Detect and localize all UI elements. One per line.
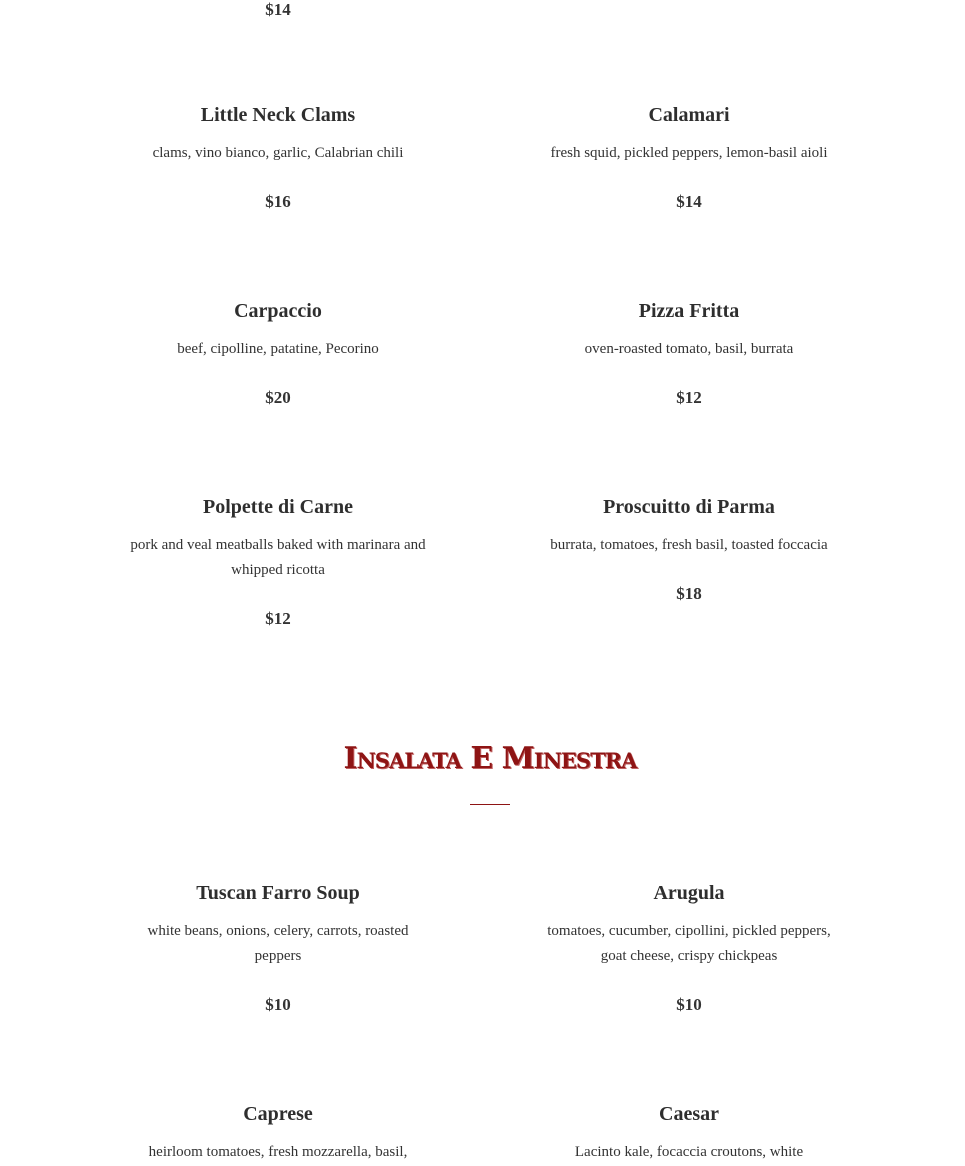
menu-item-caprese <box>128 1102 428 1165</box>
menu-item-description: Lacinto kale, focaccia croutons, white <box>574 1144 804 1160</box>
menu-item-description: pork and veal meatballs baked with marinara and whipped ricotta <box>130 537 426 578</box>
menu-item-name: Carpaccio <box>234 300 322 322</box>
menu-item-name: Polpette di Carne <box>203 496 353 518</box>
menu-item-price <box>128 0 428 21</box>
menu-item-description: heirloom tomatoes, fresh mozzarella, basil, <box>148 1144 408 1160</box>
section-title: Insalata E Minestra <box>343 741 637 776</box>
menu-item-price: $12 <box>265 609 291 628</box>
menu-item-price: $18 <box>676 584 702 603</box>
menu-item-polpette-di-carne <box>128 495 428 630</box>
menu-item-name: Proscuitto di Parma <box>603 496 775 518</box>
menu-item-description: fresh squid, pickled peppers, lemon-basil aioli <box>550 145 828 161</box>
menu-item-calamari <box>539 103 839 213</box>
menu-item-caesar <box>539 1102 839 1165</box>
menu-item-name: Caprese <box>243 1103 313 1125</box>
menu-item-pizza-fritta <box>539 299 839 409</box>
menu-item-name: Arugula <box>653 882 725 904</box>
menu-item-price: $16 <box>265 192 291 211</box>
menu-item-proscuitto-di-parma <box>539 495 839 605</box>
menu-item-description: burrata, tomatoes, fresh basil, toasted foccacia <box>550 537 828 553</box>
menu-item-description: beef, cipolline, patatine, Pecorino <box>177 341 379 357</box>
menu-item-name: Little Neck Clams <box>200 104 356 126</box>
menu-item-name: Caesar <box>659 1103 719 1125</box>
menu-item-carpaccio <box>128 299 428 409</box>
menu-item-price: $12 <box>676 388 702 407</box>
menu-item-price: $14 <box>676 192 702 211</box>
price-text: $14 <box>265 0 291 19</box>
menu-item-description: tomatoes, cucumber, cipollini, pickled peppers, goat cheese, crispy chickpeas <box>547 923 831 964</box>
menu-item-description: clams, vino bianco, garlic, Calabrian chili <box>152 145 404 161</box>
menu-item-tuscan-farro-soup <box>128 881 428 1016</box>
menu-item-name: Calamari <box>648 104 730 126</box>
menu-item-little-neck-clams <box>128 103 428 213</box>
menu-item-name: Tuscan Farro Soup <box>196 882 360 904</box>
menu-item-description: oven-roasted tomato, basil, burrata <box>584 341 794 357</box>
menu-item-price: $20 <box>265 388 291 407</box>
menu-item-arugula <box>539 881 839 1016</box>
menu-item-price: $10 <box>265 995 291 1014</box>
menu-item-name: Pizza Fritta <box>638 300 740 322</box>
menu-item-description: white beans, onions, celery, carrots, roasted peppers <box>147 923 409 964</box>
menu-item-price: $10 <box>676 995 702 1014</box>
section-divider <box>470 804 510 805</box>
